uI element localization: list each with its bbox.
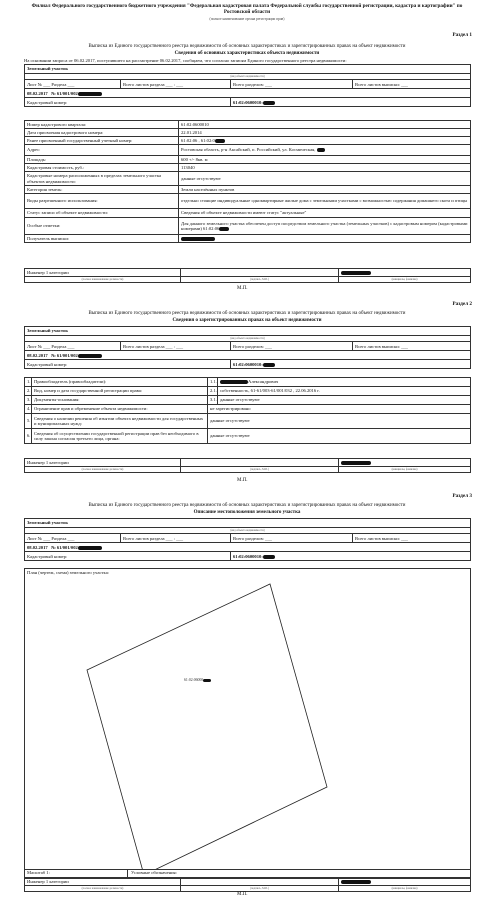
object-type: Земельный участок <box>25 65 471 74</box>
signer-position: Инженер 1 категории <box>25 269 181 277</box>
extract-date: 08.02.2017 <box>27 544 48 550</box>
row-number: 2. <box>25 387 32 396</box>
signer-position: Инженер 1 категории <box>25 879 181 886</box>
sheet-number: Лист № ___ Раздела ___ <box>25 80 121 89</box>
section-1-basis: На основании запроса от 06.02.2017, поступившего на рассмотрение 06.02.2017, сообщаем, что согласно записям Единого государственного реестра недвижимости: <box>24 58 347 63</box>
redaction <box>341 880 371 884</box>
redaction <box>220 380 248 384</box>
total-section-sheets: Всего листов раздела ___ : ___ <box>121 534 231 543</box>
row-key: Площадь: <box>25 156 179 164</box>
section-1-heading: Сведения об основных характеристиках объекта недвижимости <box>174 51 320 56</box>
row-key: Получатель выписки: <box>25 235 179 243</box>
signature-caption: (подпись, М.П.) <box>181 886 339 892</box>
extract-date: 08.02.2017 <box>27 90 48 96</box>
section-3-intro: Выписка из Единого государственного реестра недвижимости об основных характеристиках и зарегистрированных правах на объект недвижимости <box>88 503 406 508</box>
total-sections: Всего разделов: ___ <box>231 534 353 543</box>
row-key: Номер кадастрового квартала: <box>25 121 179 129</box>
stamp-place: М.П. <box>237 892 248 897</box>
redaction <box>78 92 102 96</box>
redaction <box>181 237 215 241</box>
plan-scale: Масштаб 1: <box>27 870 50 875</box>
plan-footer-divider <box>25 869 470 870</box>
row-key: Статус записи об объекте недвижимости: <box>25 209 179 218</box>
row-subnumber: 1.1. <box>208 378 218 387</box>
row-key: Категория земель: <box>25 186 179 194</box>
extract-date-number <box>25 543 471 552</box>
object-type-caption: (вид объекта недвижимости) <box>25 528 471 534</box>
sheet-number: Лист № ___ Раздела ___ <box>25 534 121 543</box>
row-value: данные отсутствуют <box>218 396 471 405</box>
signer-name <box>339 459 471 467</box>
row-value: 600 +/- 8кв. м <box>179 156 471 164</box>
signature-caption: (подпись, М.П.) <box>181 277 339 283</box>
signer-name <box>339 269 471 277</box>
signer-name <box>339 879 471 886</box>
parcel-plan <box>25 569 470 869</box>
parcel-label: 61:02:06000 <box>184 678 211 682</box>
redaction <box>78 546 102 550</box>
redaction <box>263 101 275 105</box>
row-value: Земли населённых пунктов <box>179 186 471 194</box>
extract-date-number <box>25 351 471 360</box>
total-section-sheets: Всего листов раздела ___ : ___ <box>121 80 231 89</box>
cadastral-value: 61:02:0600010: <box>231 360 471 369</box>
row-key: Документы-основания: <box>32 396 208 405</box>
row-number: 1. <box>25 378 32 387</box>
redaction <box>215 139 225 143</box>
row-key: Дата присвоения кадастрового номера: <box>25 129 179 137</box>
section-2-object-table <box>24 326 471 369</box>
signature <box>181 459 339 467</box>
row-value: Сведения об объекте недвижимости имеют статус "актуальные" <box>179 209 471 218</box>
redaction <box>341 271 371 275</box>
section-2-intro: Выписка из Единого государственного реестра недвижимости об основных характеристиках и зарегистрированных правах на объект недвижимости <box>88 311 406 316</box>
section-1-intro: Выписка из Единого государственного реестра недвижимости об основных характеристиках и зарегистрированных правах на объект недвижимости <box>88 44 406 49</box>
document-header: Филиал Федерального государственного бюджетного учреждения "Федеральная кадастровая палата Федеральной службы государственной регистрации, кадастра и картографии" по Ростовской области <box>31 3 463 16</box>
cadastral-value: 61:02:0600010: <box>231 552 471 561</box>
total-sections: Всего разделов: ___ <box>231 342 353 351</box>
extract-date-number <box>25 89 471 98</box>
signer-position-caption: (полное наименование должности) <box>25 277 181 283</box>
redaction <box>78 354 102 358</box>
total-sheets: Всего листов выписки: ___ <box>353 342 471 351</box>
redaction <box>263 363 275 367</box>
cadastral-label: Кадастровый номер: <box>25 360 231 369</box>
section-2-signature-table <box>24 458 471 473</box>
row-key: Виды разрешенного использования: <box>25 194 179 209</box>
section-1-object-table <box>24 64 471 107</box>
section-3-signature-table <box>24 878 471 892</box>
plan-legend: Условные обозначения: <box>131 870 177 875</box>
row-value: не зарегистрировано <box>208 405 471 414</box>
row-value: 61:02:0600010 <box>179 121 471 129</box>
row-number: 3. <box>25 396 32 405</box>
extract-number: № 61/001/002 <box>51 90 78 96</box>
redaction <box>317 148 325 152</box>
stamp-place: М.П. <box>237 478 248 483</box>
signer-name-caption: (инициалы, фамилия) <box>339 467 471 473</box>
total-sheets: Всего листов выписки: ___ <box>353 80 471 89</box>
section-2-label: Раздел 2 <box>452 301 472 307</box>
section-2-rights-table <box>24 377 471 444</box>
cadastral-label: Кадастровый номер: <box>25 552 231 561</box>
row-key: Особые отметки: <box>25 218 179 235</box>
object-type: Земельный участок <box>25 327 471 336</box>
row-number: 4. <box>25 405 32 414</box>
row-key: Сведения о наличии решения об изъятии объекта недвижимости для государственных и муниципальных нужд: <box>32 414 208 429</box>
parcel-boundary <box>87 584 327 869</box>
row-value: собственность, 61-61/003-61/001/032 , 22.06.2016 г. <box>218 387 471 396</box>
redaction <box>203 679 211 682</box>
signer-name-caption: (инициалы, фамилия) <box>339 277 471 283</box>
row-number: 5. <box>25 414 32 429</box>
document-header-caption: (полное наименование органа регистрации прав) <box>209 17 285 21</box>
row-value: данные отсутствуют <box>208 414 471 429</box>
row-value: Для данного земельного участка обеспечен доступ посредством земельного участка (земельных участков) с кадастровым номером (кадастровыми номерами) 61:02:06 <box>179 218 471 235</box>
row-value: данные отсутствуют <box>208 429 471 444</box>
section-3-heading: Описание местоположения земельного участка <box>193 510 301 515</box>
section-2-heading: Сведения о зарегистрированных правах на объект недвижимости <box>172 318 322 323</box>
redaction <box>219 227 229 231</box>
row-key: Вид, номер и дата государственной регистрации права: <box>32 387 208 396</box>
extract-number: № 61/001/002 <box>51 544 78 550</box>
section-1-label: Раздел 1 <box>452 32 472 38</box>
row-value: отдельно стоящие индивидуальные одноквартирные жилые дома с земельными участками с возможностью содержания домашнего скота и птицы <box>179 194 471 209</box>
extract-date: 08.02.2017 <box>27 352 48 358</box>
plan-footer-separator <box>127 869 128 877</box>
cadastral-value: 61:02:0600010: <box>231 98 471 107</box>
row-key: Сведения об осуществлении государственной регистрации прав без необходимого в силу закона согласия третьего лица, органа: <box>32 429 208 444</box>
signature-caption: (подпись, М.П.) <box>181 467 339 473</box>
row-key: Адрес: <box>25 145 179 156</box>
extract-number: № 61/001/002 <box>51 352 78 358</box>
signature <box>181 879 339 886</box>
total-sections: Всего разделов: ___ <box>231 80 353 89</box>
row-value <box>179 235 471 243</box>
signer-position-caption: (полное наименование должности) <box>25 886 181 892</box>
row-subnumber: 2.1. <box>208 387 218 396</box>
section-1-signature-table <box>24 268 471 283</box>
plan-title: План (чертеж, схема) земельного участка: <box>27 570 110 575</box>
row-key: Ранее присвоенный государственный учетный номер: <box>25 137 179 145</box>
redaction <box>263 555 275 559</box>
object-type-caption: (вид объекта недвижимости) <box>25 74 471 80</box>
total-sheets: Всего листов выписки: ___ <box>353 534 471 543</box>
signature <box>181 269 339 277</box>
signer-position: Инженер 1 категории <box>25 459 181 467</box>
row-value: 113040 <box>179 164 471 172</box>
row-value: данные отсутствуют <box>179 172 471 186</box>
row-key: Кадастровая стоимость, руб.: <box>25 164 179 172</box>
signer-name-caption: (инициалы, фамилия) <box>339 886 471 892</box>
section-3-label: Раздел 3 <box>452 493 472 499</box>
total-section-sheets: Всего листов раздела ___ : ___ <box>121 342 231 351</box>
stamp-place: М.П. <box>237 286 248 291</box>
row-value: Александрович <box>218 378 471 387</box>
cadastral-label: Кадастровый номер: <box>25 98 231 107</box>
section-3-object-table <box>24 518 471 561</box>
row-value: 22.01.2014 <box>179 129 471 137</box>
section-1-characteristics-table <box>24 120 471 243</box>
redaction <box>341 461 371 465</box>
row-value: Ростовская область, р-н Аксайский, п. Российский, ул. Космическая, <box>179 145 471 156</box>
object-type-caption: (вид объекта недвижимости) <box>25 336 471 342</box>
plan-frame <box>24 568 471 878</box>
row-value: 61:02:06 , 61:02:0 <box>179 137 471 145</box>
row-key: Ограничение прав и обременение объекта недвижимости: <box>32 405 208 414</box>
object-type: Земельный участок <box>25 519 471 528</box>
row-subnumber: 3.1. <box>208 396 218 405</box>
sheet-number: Лист № ___ Раздела ___ <box>25 342 121 351</box>
row-number: 6. <box>25 429 32 444</box>
row-key: Правообладатель (правообладатели): <box>32 378 208 387</box>
signer-position-caption: (полное наименование должности) <box>25 467 181 473</box>
row-key: Кадастровые номера расположенных в пределах земельного участка объектов недвижимости: <box>25 172 179 186</box>
